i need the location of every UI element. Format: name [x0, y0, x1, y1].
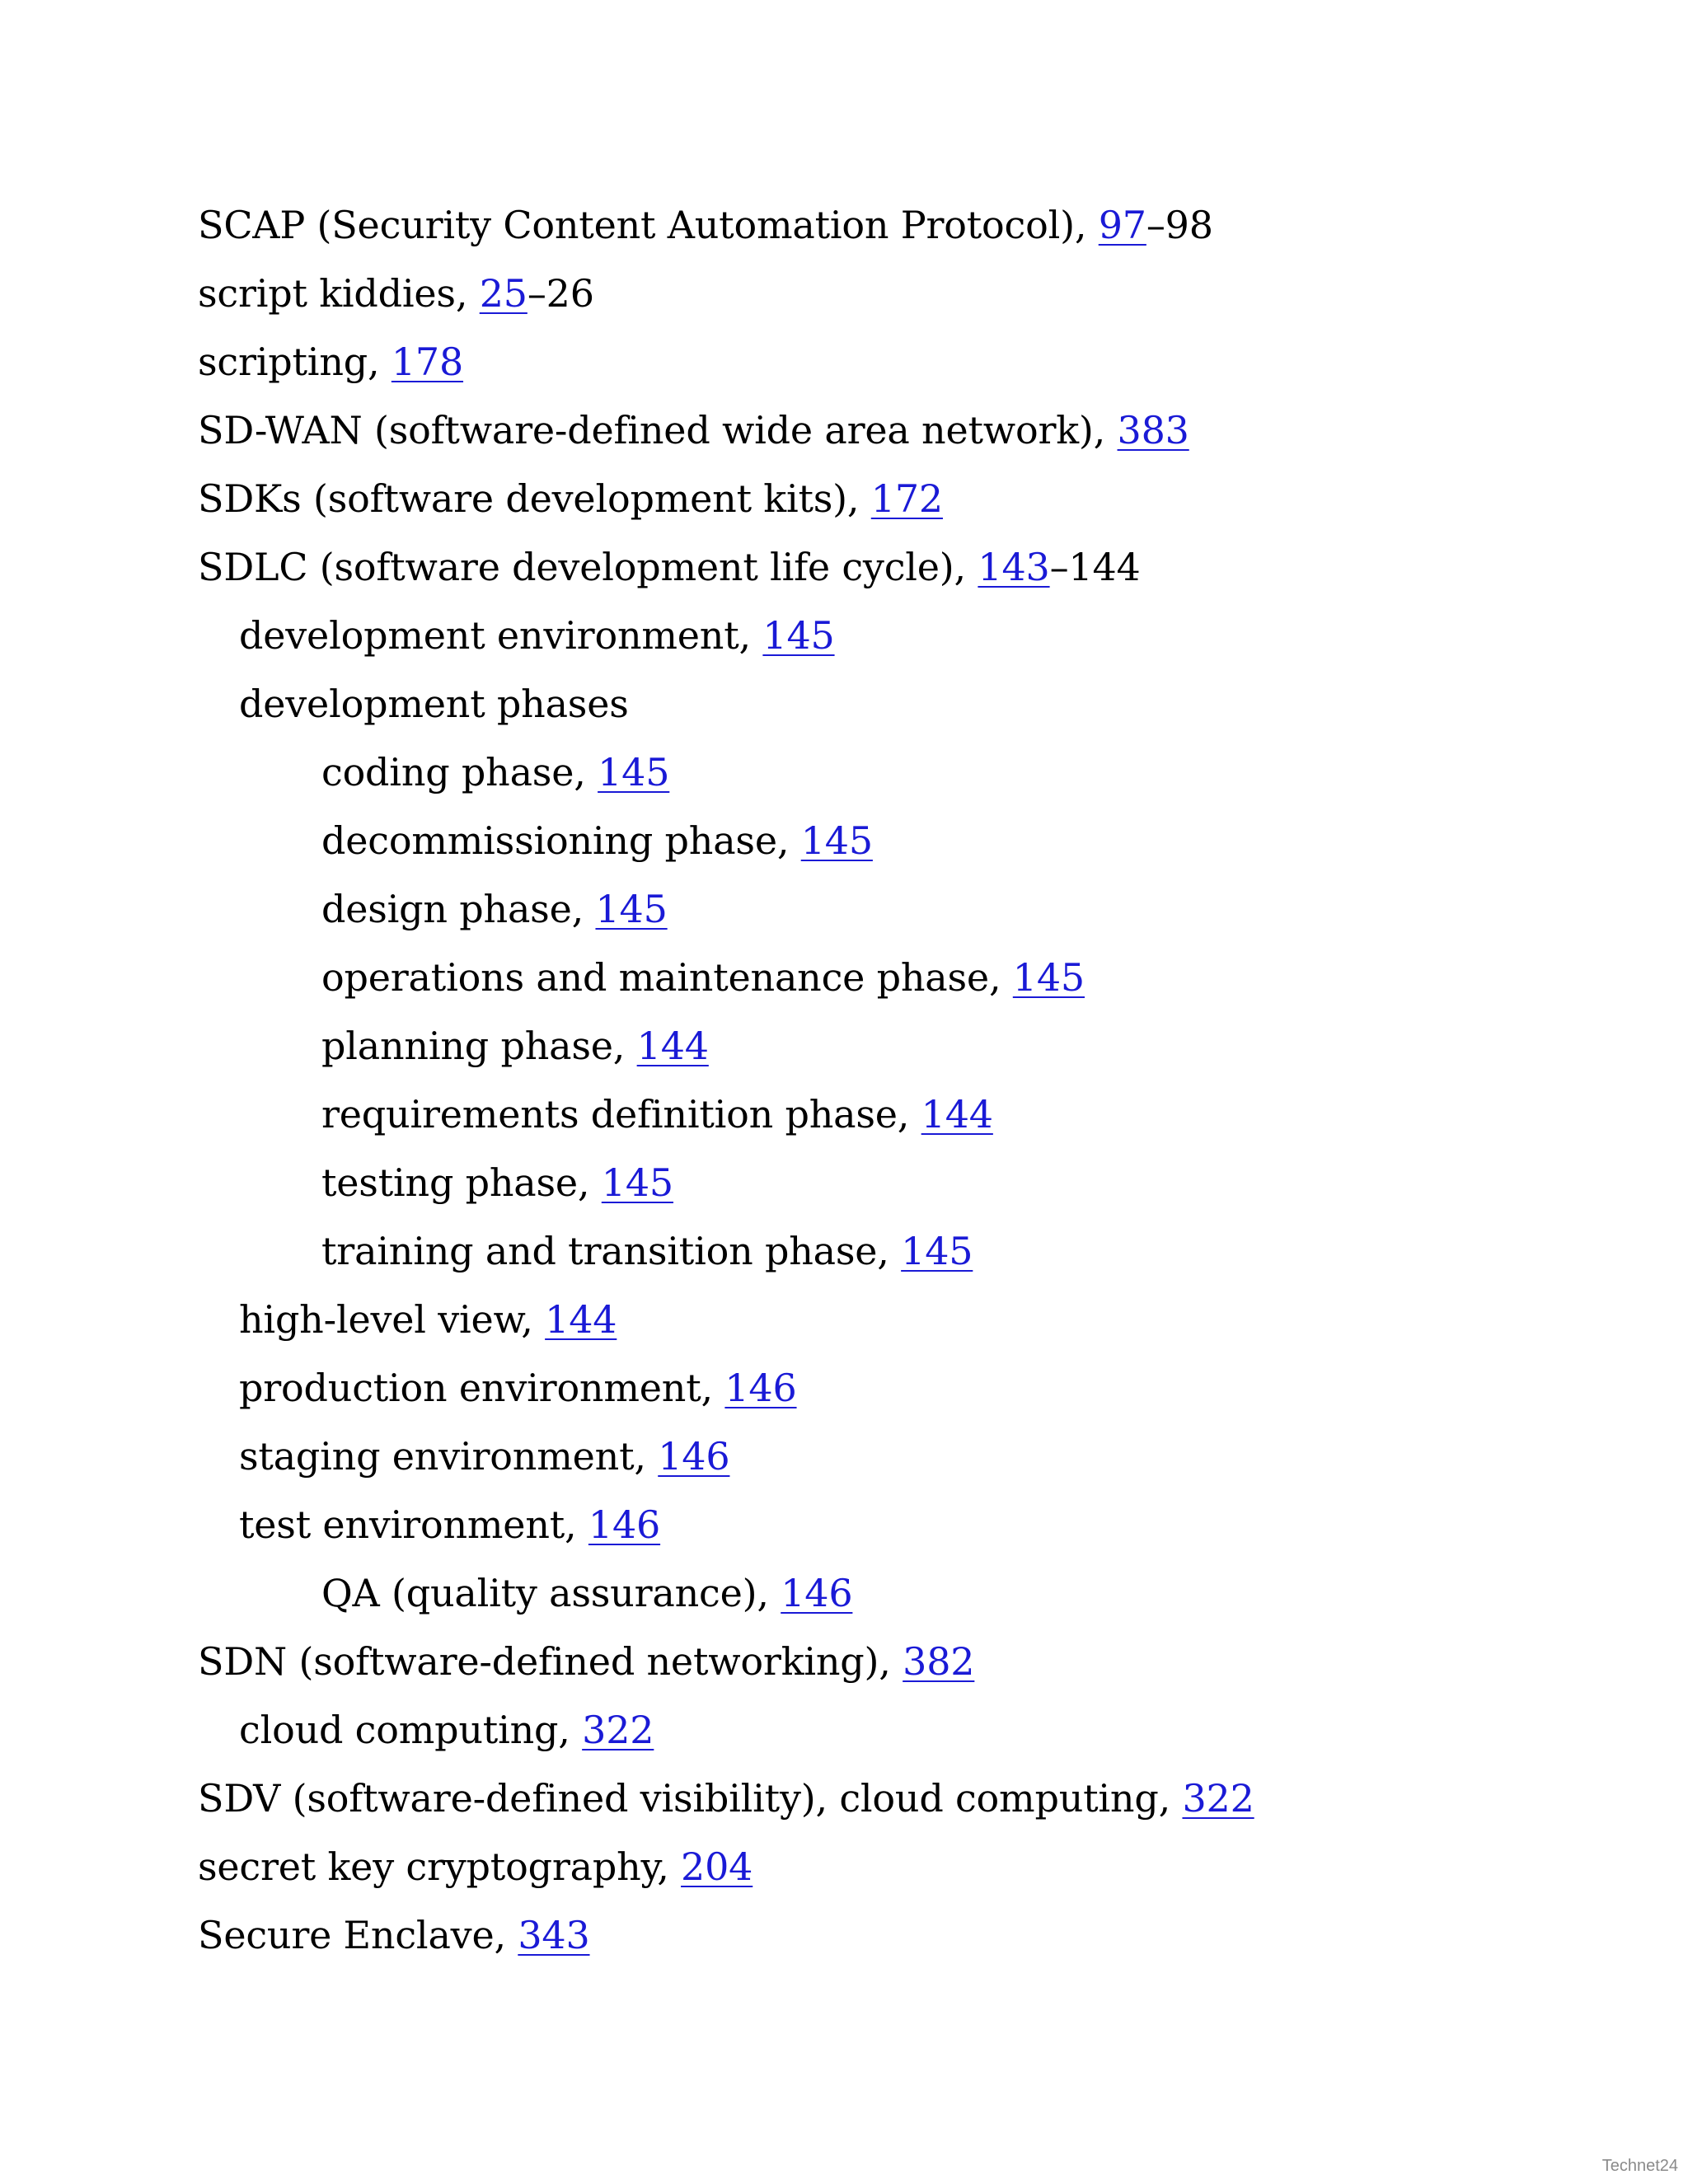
index-term: training and transition phase,: [321, 1229, 902, 1273]
page-number-link[interactable]: 25: [479, 271, 528, 316]
page-number-link[interactable]: 382: [903, 1639, 975, 1684]
index-term: operations and maintenance phase,: [321, 955, 1013, 1000]
index-entry: [198, 1833, 1599, 1901]
page-number-link[interactable]: 146: [724, 1366, 797, 1410]
index-term: SDN (software-defined networking),: [198, 1639, 903, 1684]
page-number-link[interactable]: 145: [595, 887, 668, 931]
index-term: production environment,: [239, 1366, 725, 1410]
index-entry: [198, 807, 1599, 875]
page-number-link[interactable]: 322: [1182, 1776, 1254, 1821]
page-number-link[interactable]: 146: [781, 1571, 853, 1615]
page-number-link[interactable]: 144: [636, 1024, 709, 1068]
index-entry: [198, 1901, 1599, 1970]
page-number-link[interactable]: 322: [582, 1708, 654, 1752]
page-number-link[interactable]: 383: [1117, 408, 1189, 452]
index-entry: [198, 1354, 1599, 1422]
index-term: SDLC (software development life cycle),: [198, 545, 978, 589]
index-term: planning phase,: [321, 1024, 637, 1068]
index-term: test environment,: [239, 1502, 588, 1547]
page-number-link[interactable]: 146: [588, 1502, 661, 1547]
index-entry: [198, 875, 1599, 944]
index-term: development environment,: [239, 613, 763, 658]
page-number-link[interactable]: 172: [870, 476, 943, 521]
index-entry: [198, 1080, 1599, 1149]
index-entry: [198, 260, 1599, 328]
page-number-link[interactable]: 144: [921, 1092, 993, 1137]
page-number-link[interactable]: 143: [978, 545, 1050, 589]
index-entry: [198, 328, 1599, 396]
page-number-link[interactable]: 343: [518, 1913, 590, 1957]
index-entry: [198, 602, 1599, 670]
page-number-link[interactable]: 145: [598, 750, 670, 794]
index-term: coding phase,: [321, 750, 598, 794]
index-entry: [198, 1765, 1599, 1833]
index-entry: [198, 1559, 1599, 1628]
page-number-link[interactable]: 204: [681, 1844, 753, 1889]
index-term: QA (quality assurance),: [321, 1571, 781, 1615]
index-term: staging environment,: [239, 1434, 659, 1479]
index-entry: [198, 1286, 1599, 1354]
page-number-link[interactable]: 145: [901, 1229, 973, 1273]
index-term: decommissioning phase,: [321, 818, 801, 863]
index-term: script kiddies,: [198, 271, 480, 316]
page-number-link[interactable]: 145: [800, 818, 873, 863]
index-term: SD-WAN (software-defined wide area network),: [198, 408, 1118, 452]
index-entry: [198, 944, 1599, 1012]
index-entry: [198, 1696, 1599, 1765]
index-entry: [198, 1149, 1599, 1217]
index-term: requirements definition phase,: [321, 1092, 921, 1137]
page-number-link[interactable]: 145: [1012, 955, 1085, 1000]
index-term: high-level view,: [239, 1297, 546, 1342]
index-term: secret key cryptography,: [198, 1844, 682, 1889]
index-term: testing phase,: [321, 1160, 602, 1205]
index-term: cloud computing,: [239, 1708, 583, 1752]
page-number-link[interactable]: 144: [545, 1297, 617, 1342]
index-entry: [198, 1422, 1599, 1491]
index-term: scripting,: [198, 340, 392, 384]
index-term: SDKs (software development kits),: [198, 476, 871, 521]
page-range-suffix: –26: [527, 271, 594, 316]
index-entry: [198, 1012, 1599, 1080]
index-entry: [198, 533, 1599, 602]
index-term: development phases: [239, 682, 629, 726]
page-range-suffix: –98: [1146, 203, 1213, 247]
page-number-link[interactable]: 145: [601, 1160, 673, 1205]
watermark-text: Technet24: [1601, 2157, 1678, 2175]
index-entry: [198, 738, 1599, 807]
index-entry: [198, 1217, 1599, 1286]
index-entry: [198, 1628, 1599, 1696]
index-term: SDV (software-defined visibility), cloud computing,: [198, 1776, 1183, 1821]
index-term: design phase,: [321, 887, 596, 931]
index-term: Secure Enclave,: [198, 1913, 518, 1957]
page-number-link[interactable]: 97: [1098, 203, 1146, 247]
index-entry: [198, 465, 1599, 533]
index-entry: [198, 1491, 1599, 1559]
page-range-suffix: –144: [1049, 545, 1141, 589]
page-number-link[interactable]: 178: [391, 340, 464, 384]
page-number-link[interactable]: 146: [658, 1434, 730, 1479]
index-entry: [198, 191, 1599, 260]
index-entry-list: [198, 191, 1599, 1970]
index-entry: [198, 396, 1599, 465]
index-term: SCAP (Security Content Automation Protocol),: [198, 203, 1099, 247]
page-number-link[interactable]: 145: [762, 613, 835, 658]
index-entry: [198, 670, 1599, 738]
